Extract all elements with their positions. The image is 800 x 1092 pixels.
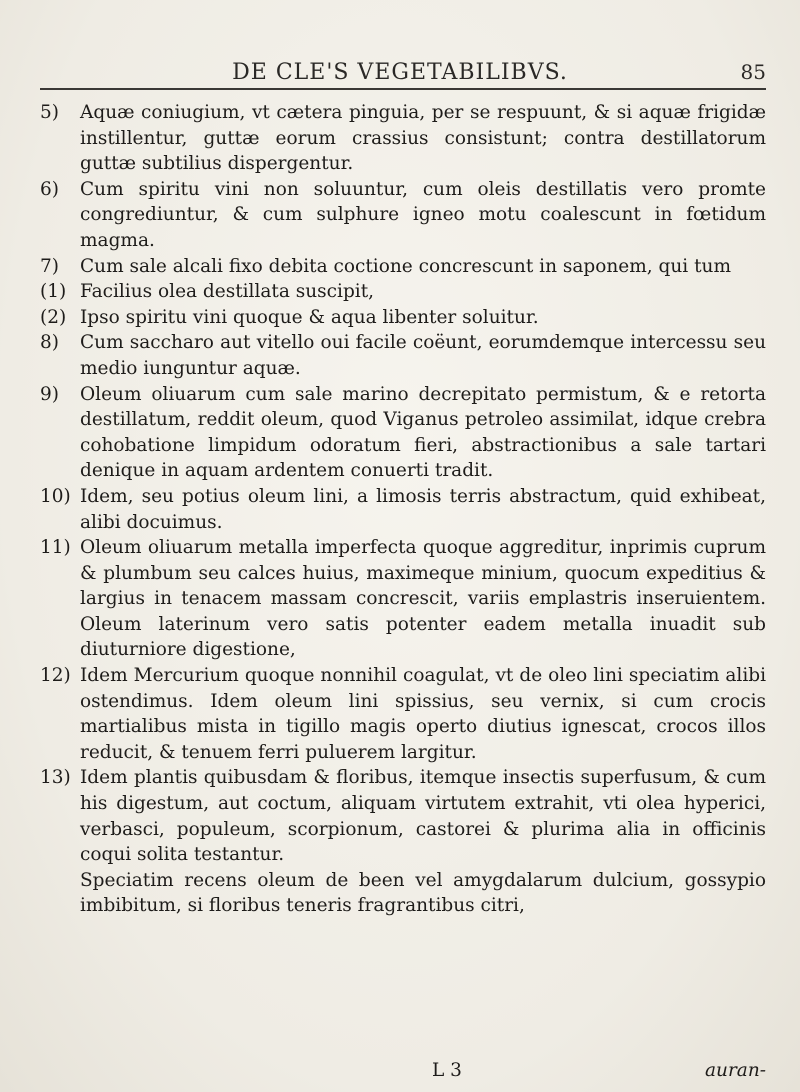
entry-10: 10) Idem, seu potius oleum lini, a limosis terris abstractum, quid exhibeat, alibi docuimus. (40, 485, 766, 533)
entry-6: 6) Cum spiritu vini non soluuntur, cum oleis destillatis vero promte congrediuntur, & cum sulphure igneo motu coalescunt in fœtidum magma. (40, 178, 766, 251)
entry-12: 12) Idem Mercurium quoque nonnihil coagulat, vt de oleo lini speciatim alibi ostendimus. Idem oleum lini spissius, seu vernix, si cum crocis martialibus mista in tigillo magis operto diutius ignescat, crocos illos reducit, & tenuem ferri puluerem largitur. (40, 665, 766, 763)
header-rule (40, 88, 766, 90)
closing-paragraph: Speciatim recens oleum de been vel amygdalarum dulcium, gossypio imbibitum, si floribus teneris fragrantibus citri, (80, 869, 766, 917)
body-text (40, 100, 766, 919)
entry-7: 7) Cum sale alcali fixo debita coctione concrescunt in saponem, qui tum (40, 255, 731, 277)
page-footer (0, 1060, 800, 1088)
entry-8: 8) Cum saccharo aut vitello oui facile coëunt, eorumdemque intercessu seu medio iunguntur aquæ. (40, 332, 766, 379)
catchword: auran- (705, 1060, 766, 1081)
entry-7-1: (1) Facilius olea destillata suscipit, (40, 281, 375, 303)
entry-5: 5) Aquæ coniugium, vt cætera pinguia, per se respuunt, & si aquæ frigidæ instillentur, guttæ eorum crassius consistunt; contra destillatorum guttæ subtilius dispergentur. (40, 102, 766, 175)
entry-9: 9) Oleum oliuarum cum sale marino decrepitato permistum, & e retorta destillatum, reddit oleum, quod Viganus petroleo assimilat, idque crebra cohobatione limpidum odoratum fieri, abstractionibus a sale tartari denique in aquam ardentem conuerti tradit. (40, 383, 766, 482)
entry-7-2: (2) Ipso spiritu vini quoque & aqua libenter soluitur. (40, 306, 539, 328)
entry-11: 11) Oleum oliuarum metalla imperfecta quoque aggreditur, inprimis cuprum & plumbum seu calces huius, maximeque minium, quocum expeditius & largius in tenacem massam concrescit, variis emplastris inseruientem. Oleum laterinum vero satis potenter eadem metalla inuadit sub diuturniore digestione, (40, 537, 766, 661)
signature-mark: L 3 (432, 1060, 462, 1081)
running-title: DE CLE'S VEGETABILIBVS. (232, 60, 568, 85)
entry-13: 13) Idem plantis quibusdam & floribus, itemque insectis superfusum, & cum his digestum, aut coctum, aliquam virtutem extrahit, vti olea hyperici, verbasci, populeum, scorpionum, castorei & plurima alia in officinis coqui solita testantur. (40, 767, 766, 866)
page-number: 85 (740, 60, 766, 84)
